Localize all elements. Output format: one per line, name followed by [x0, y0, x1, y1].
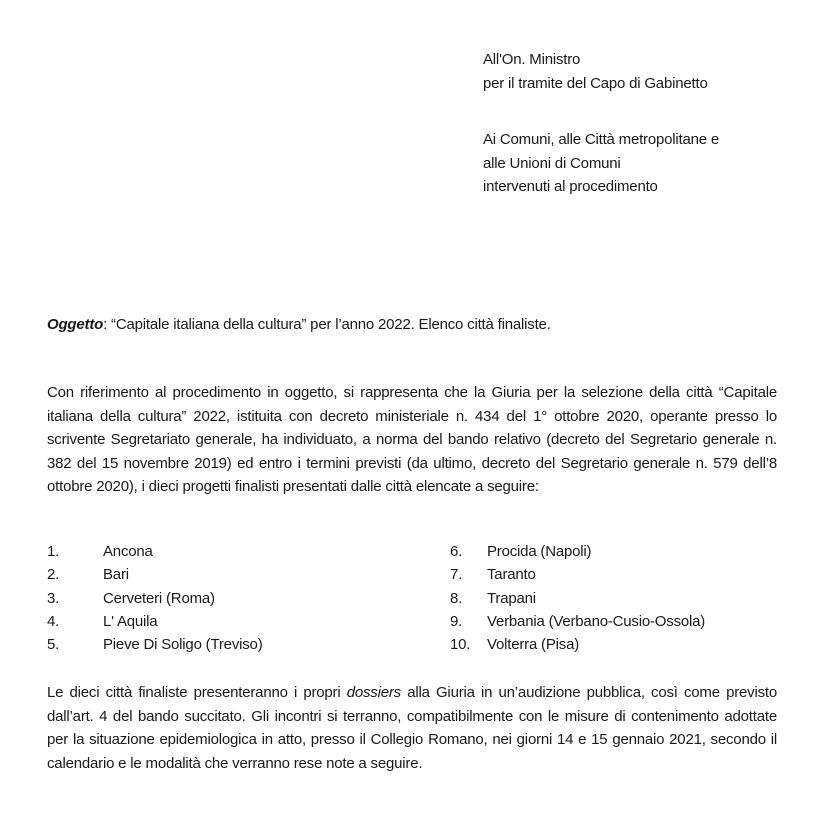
city-name: Pieve Di Soligo (Treviso) — [103, 636, 263, 654]
list-number: 4. — [47, 612, 60, 630]
city-name: L' Aquila — [103, 612, 158, 630]
subject-line — [47, 316, 551, 333]
list-number: 3. — [47, 589, 60, 607]
list-number: 2. — [47, 566, 60, 584]
intro-paragraph: Con riferimento al procedimento in oggetto, si rappresenta che la Giuria per la selezione della città “Capitale italiana della cultura” 2022, istituita con decreto ministeriale n. 434 del 1° ottobre 2020, operante presso lo scrivente Segretariato generale, ha individuato, a norma del bando relativo (decreto del Segretario generale n. 382 del 15 novembre 2019) ed entro i termini previsti (da ultimo, decreto del Segretario generale n. 579 dell’8 ottobre 2020), i dieci progetti finalisti presentati dalle città elencate a seguire: — [47, 384, 777, 495]
city-name: Bari — [103, 566, 129, 584]
city-name: Ancona — [103, 543, 153, 560]
closing-paragraph — [47, 681, 777, 775]
list-number: 10. — [450, 636, 471, 654]
list-number: 7. — [450, 566, 463, 584]
dossiers-emphasis: dossiers — [346, 684, 401, 701]
list-number: 1. — [47, 543, 60, 560]
recipient-line: Ai Comuni, alle Città metropolitane e — [483, 131, 720, 148]
list-number: 6. — [450, 543, 463, 560]
recipient-line: intervenuti al procedimento — [483, 178, 658, 195]
city-name: Taranto — [487, 566, 536, 584]
recipient-line: alle Unioni di Comuni — [483, 154, 621, 172]
list-number: 8. — [450, 589, 463, 607]
city-name: Volterra (Pisa) — [487, 636, 580, 654]
recipient-line: All'On. Ministro — [483, 51, 581, 68]
city-name: Procida (Napoli) — [487, 543, 592, 560]
subject-label: Oggetto — [47, 316, 104, 333]
closing-text-start: Le dieci città finaliste presenteranno i propri — [47, 684, 347, 701]
subject-text: : “Capitale italiana della cultura” per l’anno 2022. Elenco città finaliste. — [103, 316, 551, 333]
city-name: Verbania (Verbano-Cusio-Ossola) — [487, 612, 706, 630]
recipient-block-minister — [483, 48, 708, 95]
city-name: Trapani — [487, 589, 536, 607]
recipient-line: per il tramite del Capo di Gabinetto — [483, 74, 708, 92]
closing-text-end: alla Giuria in un’audizione pubblica, così come previsto dall’art. 4 del bando succitato. Gli incontri si terranno, compatibilmente con le misure di contenimento adottate per la situazione epidemiologica in atto, presso il Collegio Romano, nei giorni 14 e 15 gennaio 2021, secondo il calendario e le modalità che verranno rese note a seguire. — [47, 684, 777, 772]
recipient-block-municipalities — [483, 128, 719, 199]
list-number: 9. — [450, 612, 463, 630]
list-number: 5. — [47, 636, 60, 654]
city-name: Cerveteri (Roma) — [103, 589, 215, 607]
